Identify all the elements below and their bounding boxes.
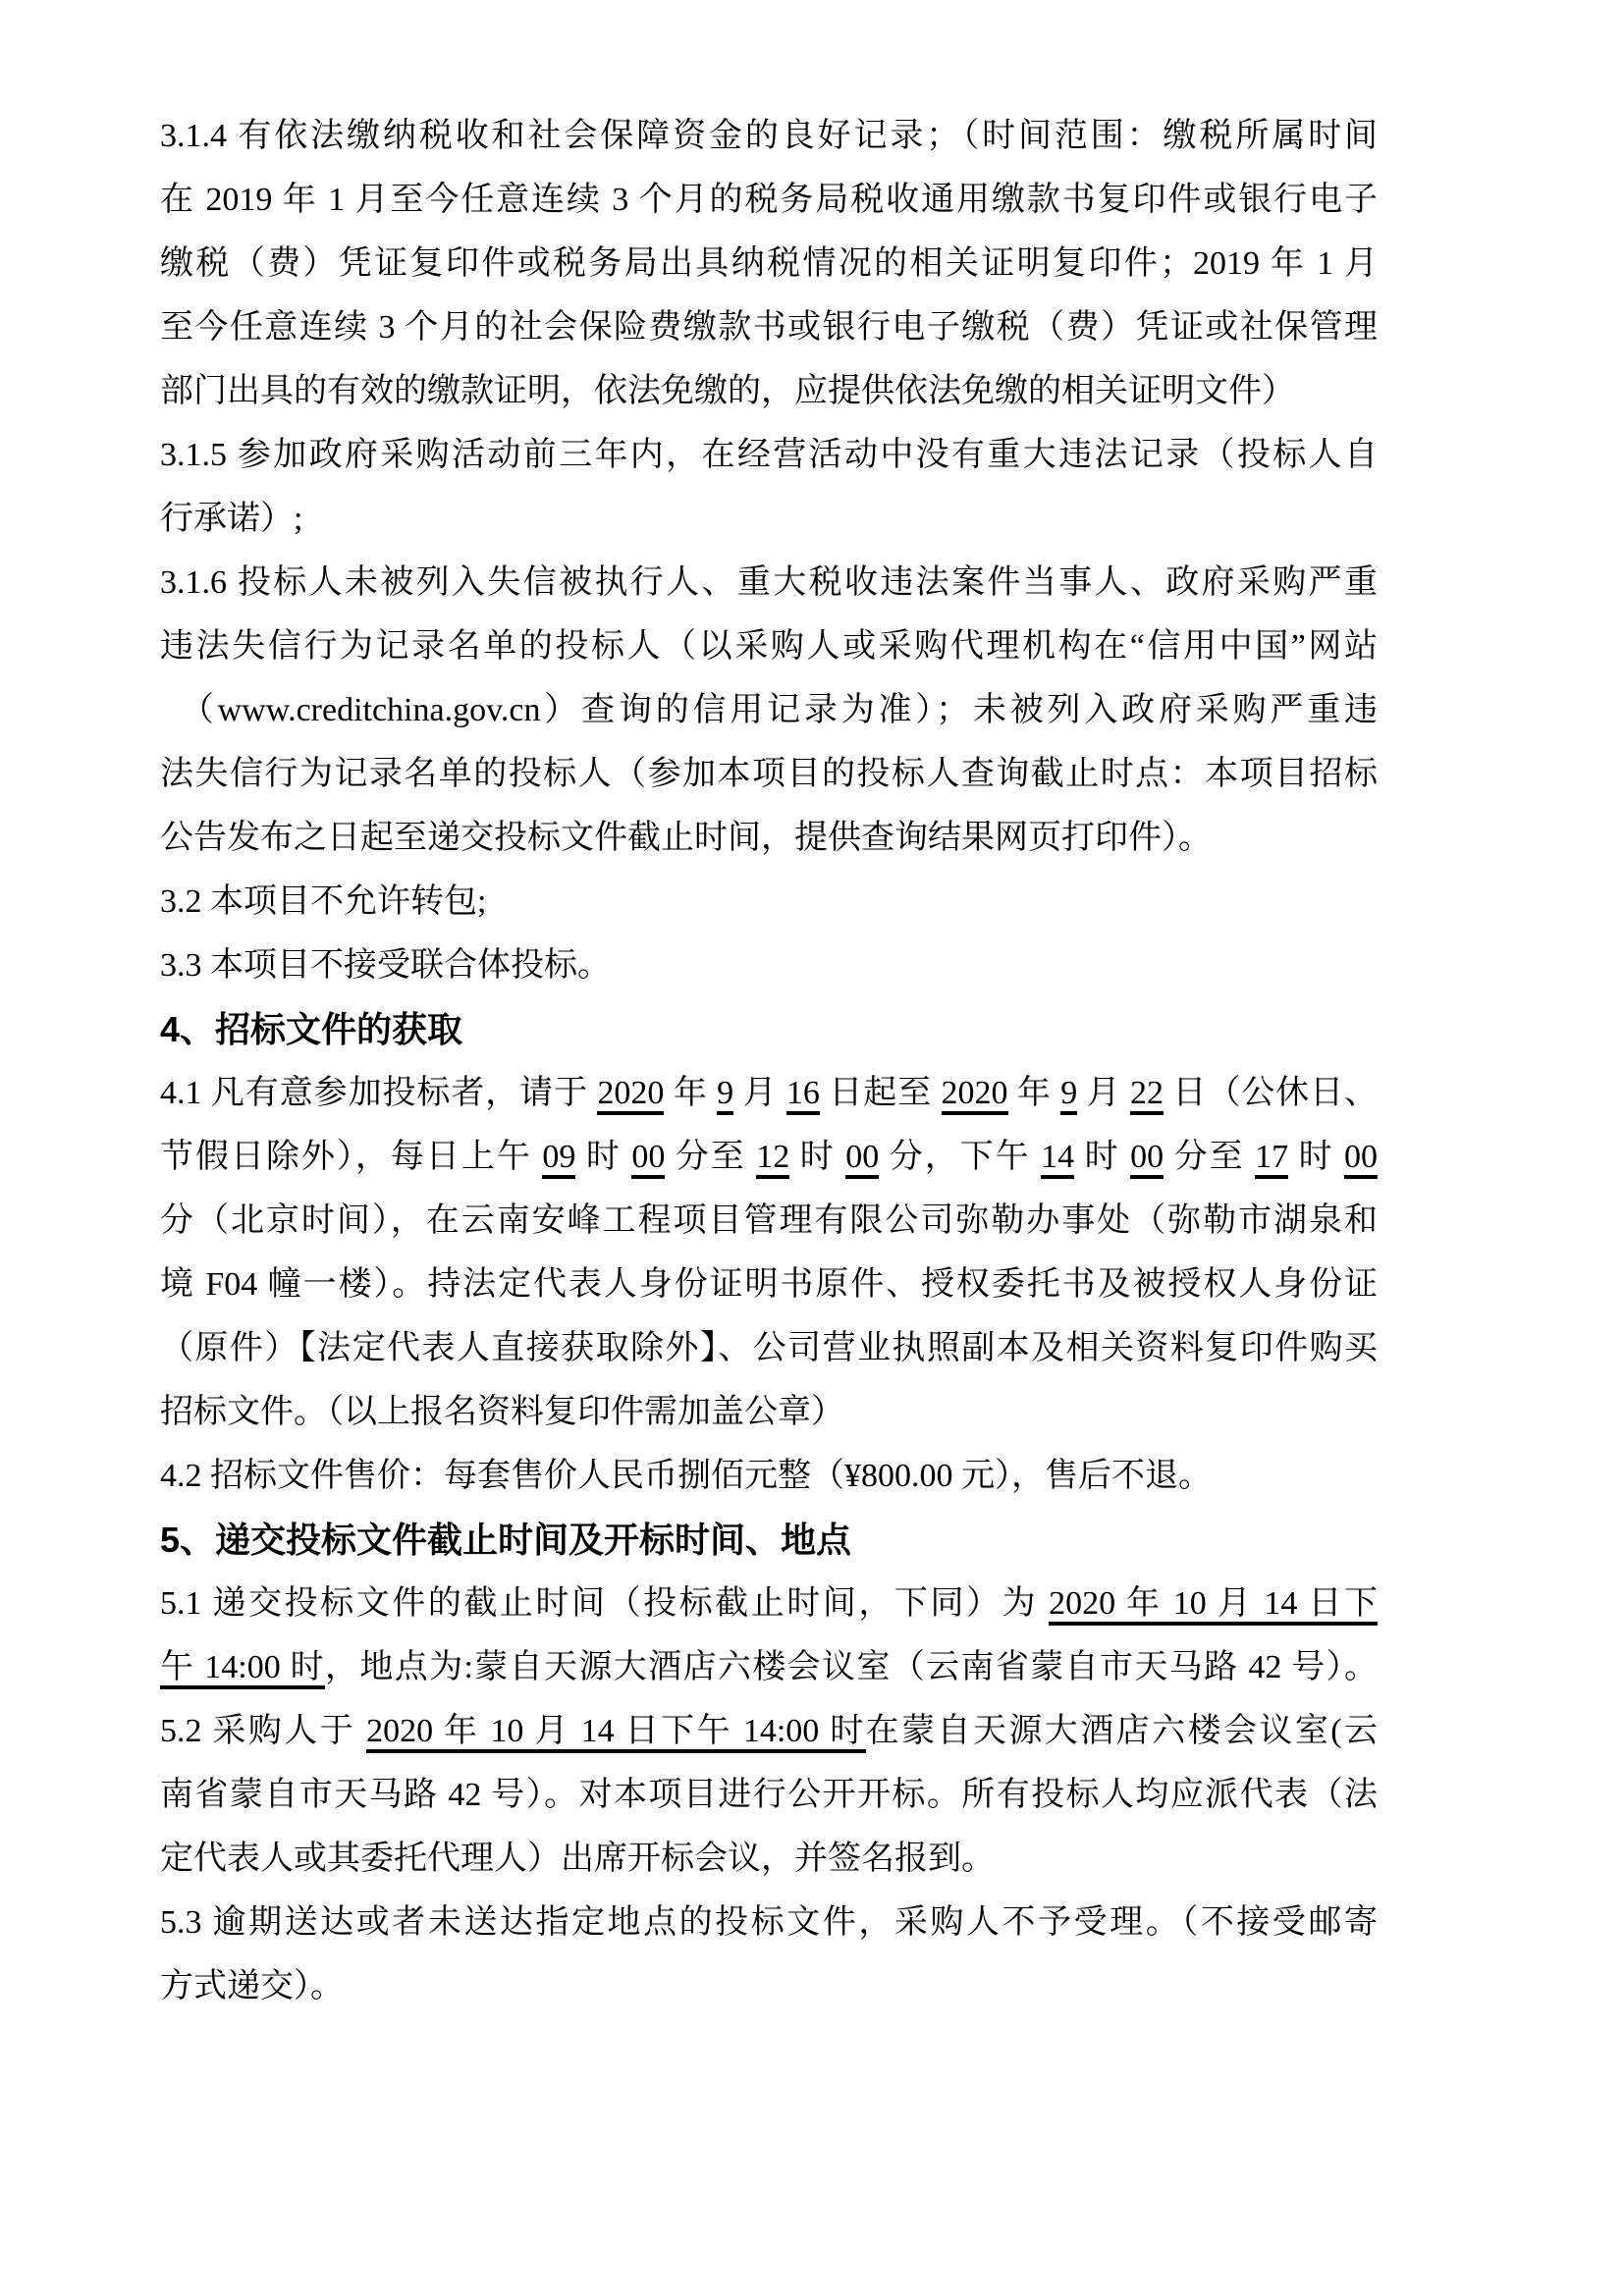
text-segment: （www.creditchina.gov.cn）查询的信用记录为准）；未被列入政府采购严重违	[160, 692, 1378, 728]
underlined-text: 2020	[597, 1075, 664, 1115]
text-line	[160, 678, 1378, 742]
text-line	[160, 1444, 1378, 1508]
text-line	[160, 1061, 1378, 1125]
text-segment: 时	[1074, 1139, 1131, 1175]
text-line	[160, 742, 1378, 806]
text-segment: 缴税（费）凭证复印件或税务局出具纳税情况的相关证明复印件；2019 年 1 月	[160, 245, 1378, 282]
text-line	[160, 1635, 1378, 1699]
text-line	[160, 551, 1378, 614]
underlined-text: 00	[1130, 1139, 1164, 1179]
text-segment: 部门出具的有效的缴款证明，依法免缴的，应提供依法免缴的相关证明文件）	[160, 373, 1295, 409]
text-line	[160, 487, 1378, 551]
text-segment: 时	[575, 1139, 632, 1175]
text-line	[160, 1316, 1378, 1380]
text-segment: 5.1 递交投标文件的截止时间（投标截止时间，下同）为	[160, 1585, 1050, 1622]
text-segment: 4.1 凡有意参加投标者，请于	[160, 1075, 598, 1111]
section-heading	[160, 1508, 1378, 1572]
text-line	[160, 1699, 1378, 1763]
text-segment: 时	[789, 1139, 846, 1175]
text-line	[160, 934, 1378, 997]
text-segment: 3.1.4 有依法缴纳税收和社会保障资金的良好记录；（时间范围：缴税所属时间	[160, 118, 1378, 154]
text-line	[160, 232, 1378, 295]
text-segment: 5、递交投标文件截止时间及开标时间、地点	[160, 1520, 852, 1560]
underlined-text: 12	[756, 1139, 789, 1179]
text-line	[160, 1189, 1378, 1253]
text-segment: 5.2 采购人于	[160, 1713, 367, 1749]
underlined-text: 2020	[942, 1075, 1008, 1115]
text-segment: 4.2 招标文件售价：每套售价人民币捌佰元整（¥800.00 元），售后不退。	[160, 1458, 1212, 1494]
text-segment: 至今任意连续 3 个月的社会保险费缴款书或银行电子缴税（费）凭证或社保管理	[160, 309, 1378, 346]
text-line	[160, 295, 1378, 359]
text-segment: 在 2019 年 1 月至今任意连续 3 个月的税务局税收通用缴款书复印件或银行电子	[160, 182, 1378, 218]
text-segment: 公告发布之日起至递交投标文件截止时间，提供查询结果网页打印件）。	[160, 820, 1212, 856]
underlined-text: 00	[631, 1139, 665, 1179]
underlined-text: 14	[1041, 1139, 1074, 1179]
underlined-text: 16	[786, 1075, 820, 1115]
text-segment: 3.1.5 参加政府采购活动前三年内，在经营活动中没有重大违法记录（投标人自	[160, 437, 1378, 473]
underlined-text: 17	[1255, 1139, 1288, 1179]
text-segment: ，地点为:蒙自天源大酒店六楼会议室（云南省蒙自市天马路 42 号）。	[324, 1649, 1378, 1685]
text-segment: 3.2 本项目不允许转包;	[160, 883, 487, 920]
text-segment: 招标文件。（以上报名资料复印件需加盖公章）	[160, 1394, 844, 1430]
text-segment: 定代表人或其委托代理人）出席开标会议，并签名报到。	[160, 1841, 995, 1877]
text-line	[160, 1253, 1378, 1316]
text-line	[160, 1380, 1378, 1444]
text-line	[160, 1954, 1378, 2018]
underlined-text: 00	[1344, 1139, 1378, 1179]
text-segment: 南省蒙自市天马路 42 号）。对本项目进行公开开标。所有投标人均应派代表（法	[160, 1777, 1378, 1813]
text-segment: 月	[1077, 1075, 1131, 1111]
text-segment: 境 F04 幢一楼）。持法定代表人身份证明书原件、授权委托书及被授权人身份证	[160, 1266, 1378, 1303]
text-line	[160, 870, 1378, 934]
text-segment: 4、招标文件的获取	[160, 1009, 463, 1049]
text-segment: 3.1.6 投标人未被列入失信被执行人、重大税收违法案件当事人、政府采购严重	[160, 564, 1378, 601]
text-segment: （原件）【法定代表人直接获取除外】、公司营业执照副本及相关资料复印件购买	[160, 1330, 1378, 1366]
text-line	[160, 1125, 1378, 1189]
text-segment: 日起至	[819, 1075, 942, 1111]
underlined-text: 09	[542, 1139, 575, 1179]
text-line	[160, 1763, 1378, 1827]
text-segment: 时	[1288, 1139, 1345, 1175]
underlined-text: 22	[1130, 1075, 1164, 1115]
text-segment: 年	[1007, 1075, 1061, 1111]
text-segment: 方式递交）。	[160, 1968, 344, 2004]
text-segment: 法失信行为记录名单的投标人（参加本项目的投标人查询截止时点：本项目招标	[160, 756, 1378, 792]
underlined-text: 2020 年 10 月 14 日下	[1049, 1585, 1378, 1626]
text-line	[160, 1827, 1378, 1891]
text-line	[160, 1891, 1378, 1954]
underlined-text: 2020 年 10 月 14 日下午 14:00 时	[366, 1713, 866, 1753]
text-segment: 分，下午	[879, 1139, 1042, 1175]
text-line	[160, 104, 1378, 168]
text-segment: 5.3 逾期送达或者未送达指定地点的投标文件，采购人不予受理。（不接受邮寄	[160, 1904, 1378, 1941]
underlined-text: 00	[845, 1139, 879, 1179]
text-line	[160, 423, 1378, 487]
text-segment: 月	[733, 1075, 786, 1111]
text-line	[160, 806, 1378, 870]
text-segment: 行承诺）;	[160, 501, 303, 537]
text-segment: 分至	[665, 1139, 757, 1175]
text-segment: 分至	[1164, 1139, 1256, 1175]
text-line	[160, 359, 1378, 423]
text-segment: 在蒙自天源大酒店六楼会议室(云	[865, 1713, 1379, 1749]
section-heading	[160, 997, 1378, 1061]
text-segment: 年	[664, 1075, 718, 1111]
text-segment: 违法失信行为记录名单的投标人（以采购人或采购代理机构在“信用中国”网站	[160, 628, 1378, 665]
text-segment: 分（北京时间），在云南安峰工程项目管理有限公司弥勒办事处（弥勒市湖泉和	[160, 1202, 1378, 1239]
underlined-text: 9	[717, 1075, 733, 1115]
underlined-text: 9	[1060, 1075, 1077, 1115]
text-segment: 节假日除外），每日上午	[160, 1139, 543, 1175]
text-line	[160, 168, 1378, 232]
text-segment: 3.3 本项目不接受联合体投标。	[160, 947, 611, 984]
text-line	[160, 614, 1378, 678]
text-segment: 日（公休日、	[1164, 1075, 1379, 1111]
text-line	[160, 1572, 1378, 1635]
underlined-text: 午 14:00 时	[160, 1649, 325, 1689]
